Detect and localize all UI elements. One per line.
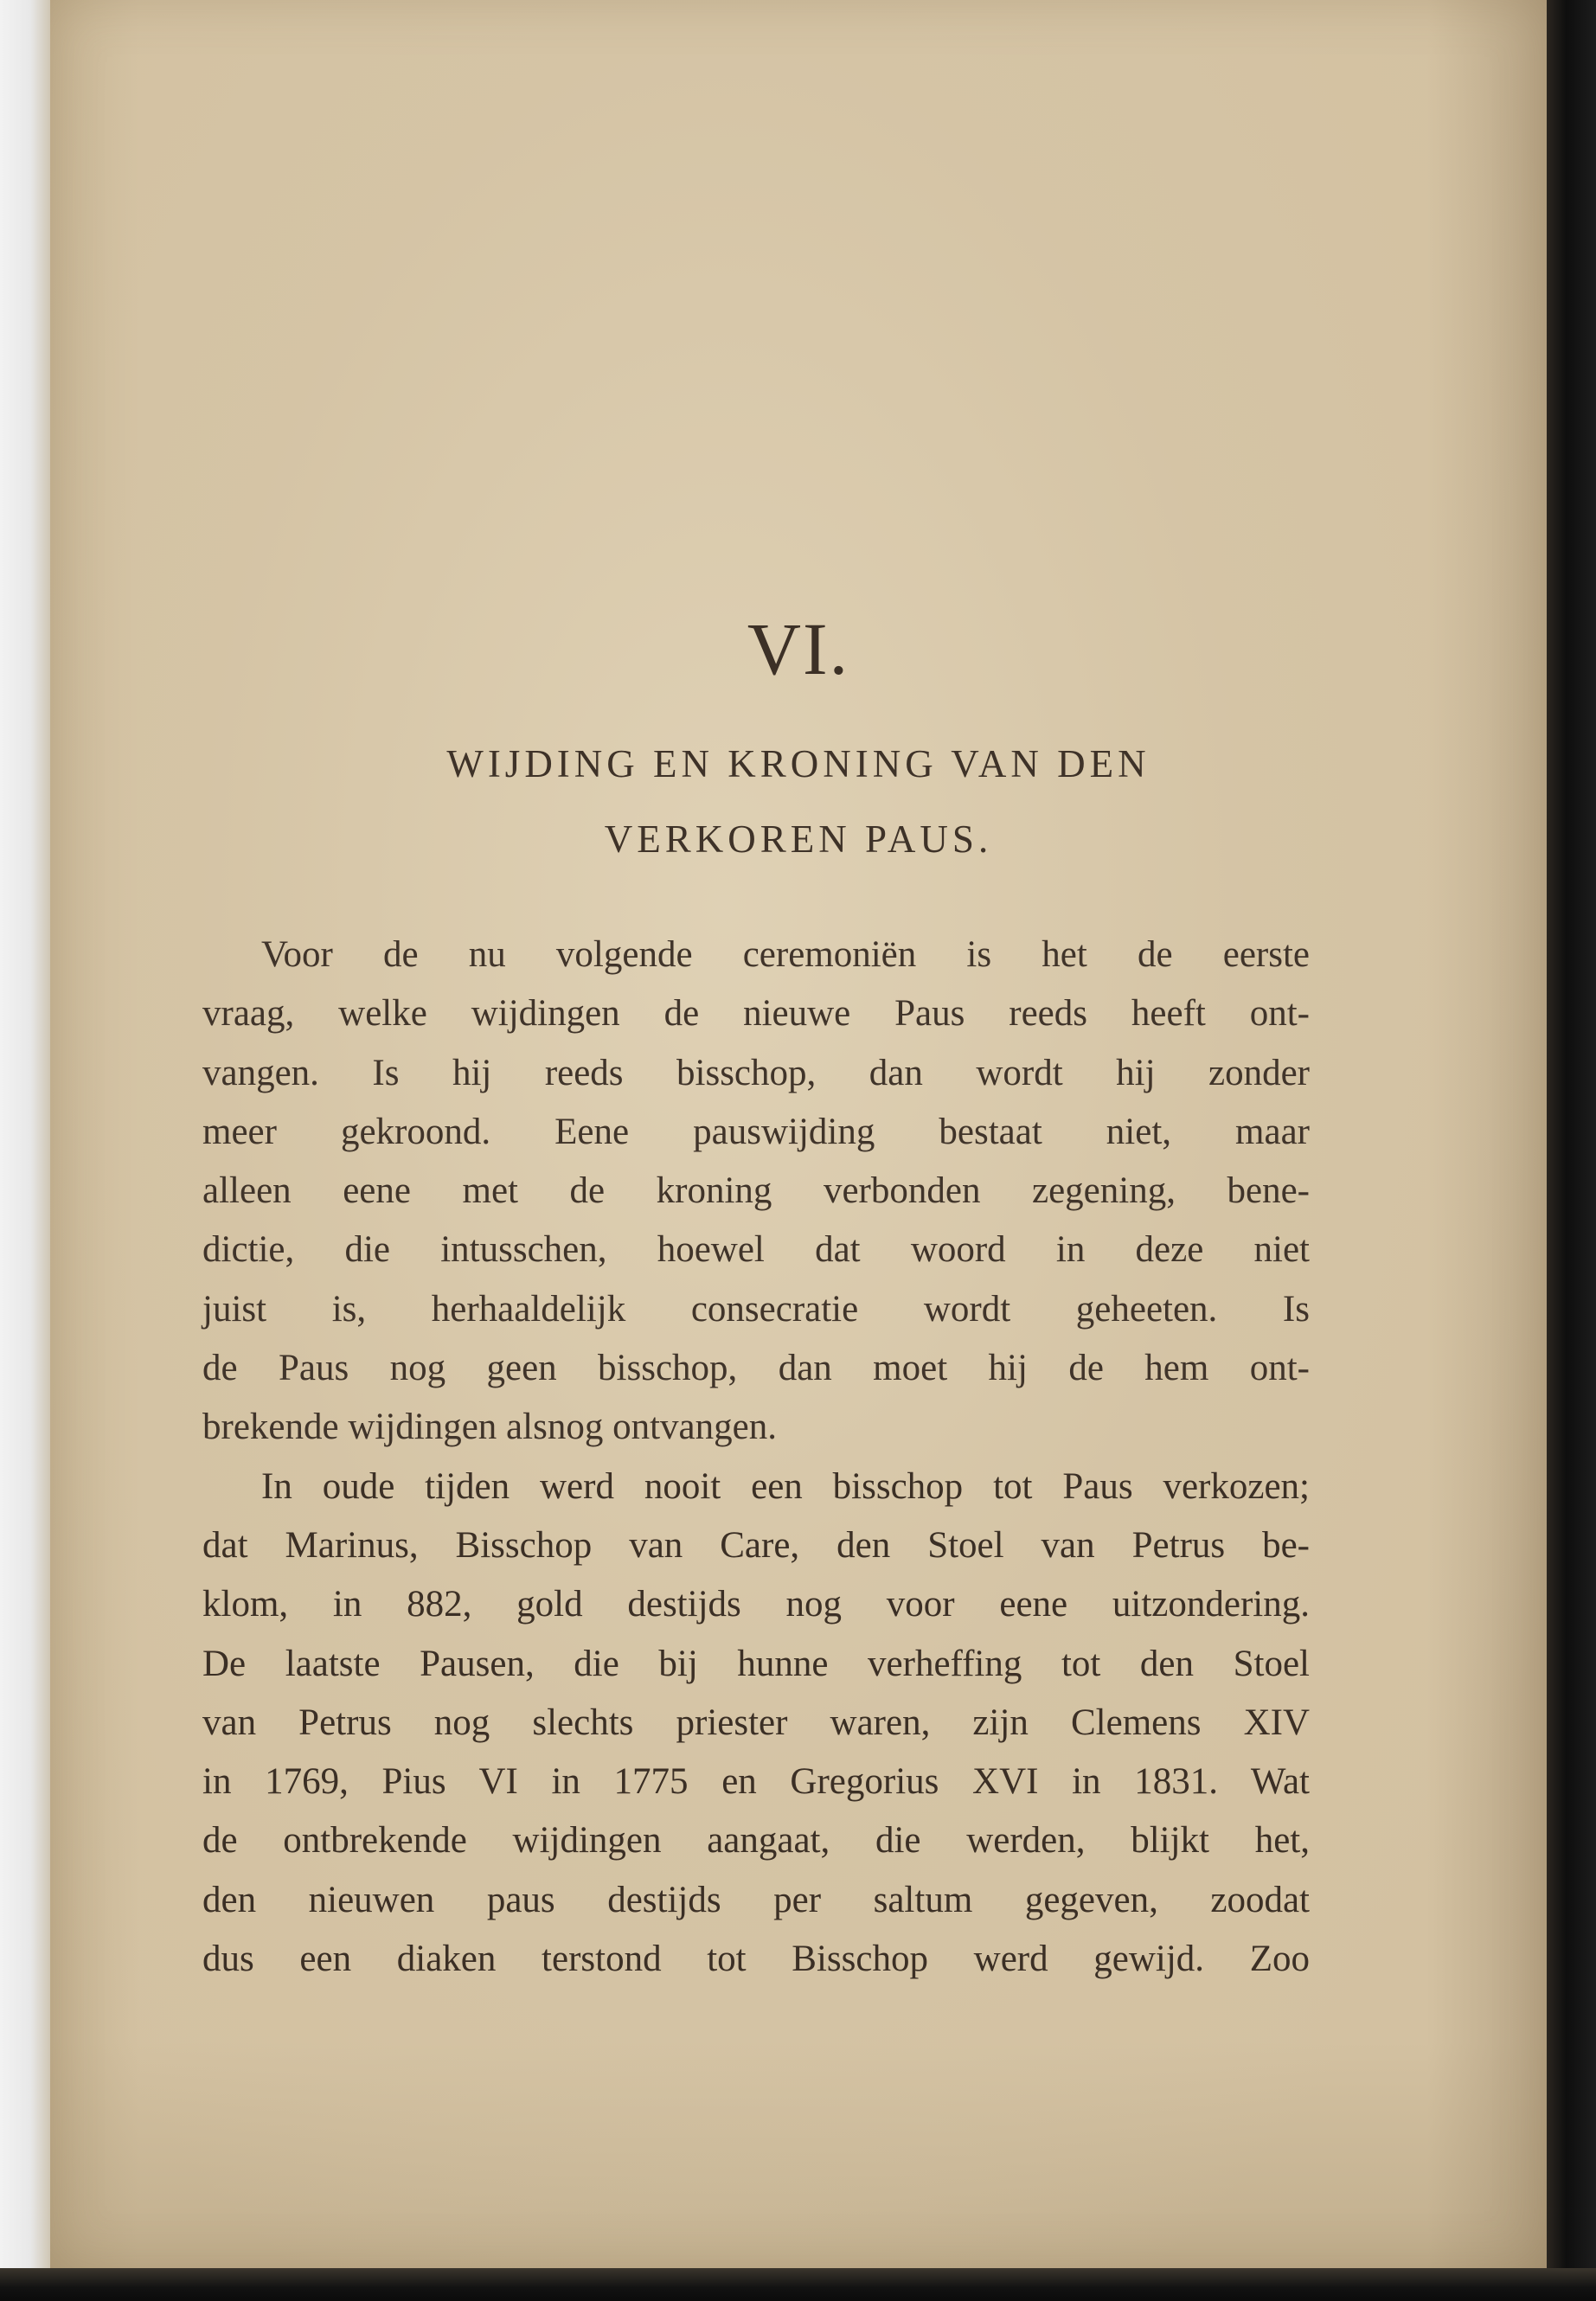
chapter-title-line-1: WIJDING EN KRONING VAN DEN: [446, 742, 1151, 785]
text-line: klom, in 882, gold destijds nog voor eene uitzondering.: [202, 1584, 1310, 1625]
chapter-number: VI.: [747, 607, 850, 690]
text-line: brekende wijdingen alsnog ontvangen.: [202, 1407, 777, 1448]
text-line: Voor de nu volgende ceremoniën is het de eerste: [261, 934, 1310, 975]
text-line: dus een diaken terstond tot Bisschop werd gewijd. Zoo: [202, 1939, 1310, 1980]
text-line: in 1769, Pius VI in 1775 en Gregorius XVI in 1831. Wat: [202, 1761, 1310, 1803]
text-line: dictie, die intusschen, hoewel dat woord in deze niet: [202, 1229, 1310, 1271]
text-line: De laatste Pausen, die bij hunne verheffing tot den Stoel: [202, 1643, 1310, 1684]
text-line: meer gekroond. Eene pauswijding bestaat niet, maar: [202, 1111, 1310, 1152]
scan-left-margin: [0, 0, 50, 2301]
text-line: juist is, herhaaldelijk consecratie wordt geheeten. Is: [202, 1288, 1310, 1330]
text-line: den nieuwen paus destijds per saltum gegeven, zoodat: [202, 1879, 1310, 1920]
text-line: In oude tijden werd nooit een bisschop tot Paus verkozen;: [261, 1465, 1310, 1507]
body-text: [202, 926, 1310, 1989]
text-line: alleen eene met de kroning verbonden zegening, bene-: [202, 1170, 1310, 1212]
text-line: vangen. Is hij reeds bisschop, dan wordt hij zonder: [202, 1052, 1310, 1093]
text-line: vraag, welke wijdingen de nieuwe Paus reeds heeft ont-: [202, 993, 1310, 1035]
text-line: van Petrus nog slechts priester waren, zijn Clemens XIV: [202, 1702, 1310, 1743]
chapter-title-line-2: VERKOREN PAUS.: [604, 817, 993, 861]
book-spine-edge: [1547, 0, 1596, 2301]
text-line: de ontbrekende wijdingen aangaat, die werden, blijkt het,: [202, 1820, 1310, 1862]
book-page: [50, 0, 1547, 2268]
text-line: de Paus nog geen bisschop, dan moet hij de hem ont-: [202, 1348, 1310, 1389]
text-line: dat Marinus, Bisschop van Care, den Stoel van Petrus be-: [202, 1524, 1310, 1566]
scan-bottom-edge: [0, 2268, 1596, 2301]
